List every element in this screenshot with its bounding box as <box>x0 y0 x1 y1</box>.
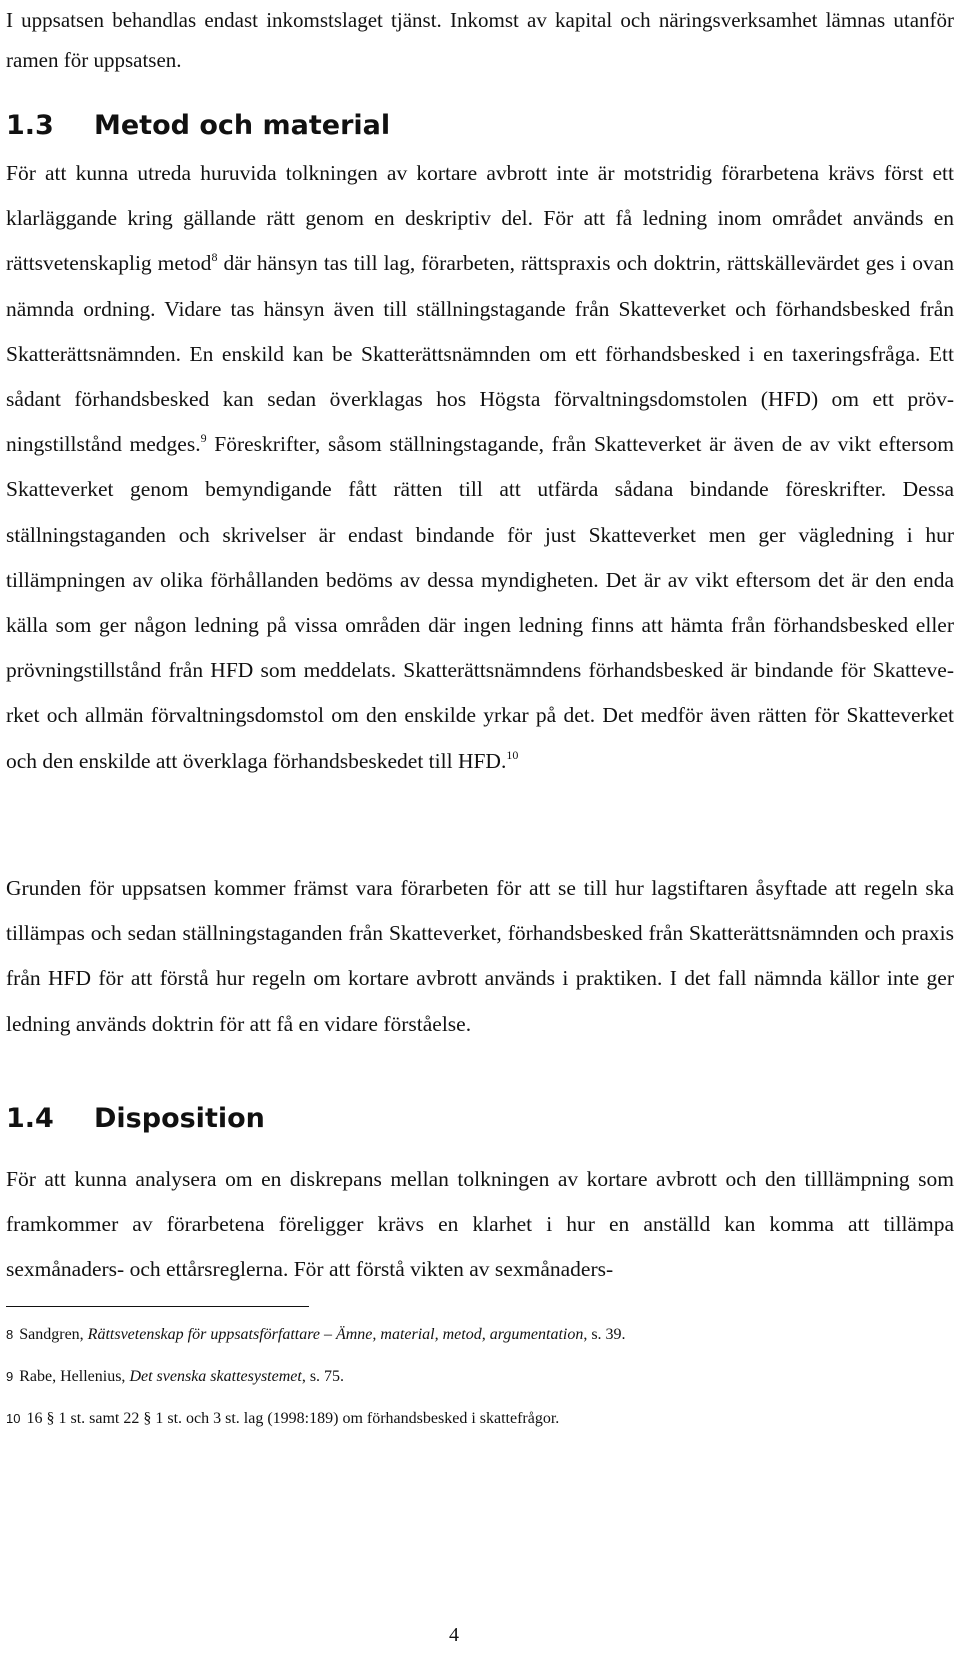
footnote-9 <box>6 1367 954 1387</box>
footnote-text: Rabe, Hellenius, <box>19 1368 130 1385</box>
footnote-text: Sandgren, <box>19 1326 88 1343</box>
footnote-text: 16 § 1 st. samt 22 § 1 st. och 3 st. lag (1998:189) om förhandsbesked i skattefrågor. <box>26 1410 560 1427</box>
section-heading-disposition <box>6 1102 265 1136</box>
footnote-divider <box>6 1306 309 1307</box>
section-title: Disposition <box>94 1103 265 1134</box>
intro-paragraph: I uppsatsen behandlas endast inkomstslaget tjänst. Inkomst av kapital och näringsverksamhet lämnas utanför ramen för uppsatsen. <box>6 8 954 72</box>
section-number: 1.3 <box>6 110 54 141</box>
footnote-ref-10[interactable]: 10 <box>506 747 519 762</box>
footnote-text: , s. 39. <box>583 1326 626 1343</box>
footnote-10 <box>6 1409 954 1429</box>
footnote-title: Rättsvetenskap för uppsatsförfattare – Ämne, material, metod, argumentation <box>87 1326 584 1343</box>
footnote-8 <box>6 1325 954 1345</box>
footnote-ref-8[interactable]: 8 <box>211 250 218 265</box>
section-heading-metod <box>6 109 390 143</box>
metod-paragraph <box>6 151 954 784</box>
footnote-mark: 9 <box>6 1369 14 1384</box>
footnote-text: , s. 75. <box>301 1368 345 1385</box>
footnote-mark: 10 <box>6 1411 21 1426</box>
grund-paragraph: Grunden för uppsatsen kommer främst vara förarbeten för att se till hur lagstiftaren åsyftade att regeln ska tillämpas och sedan ställningstaganden från Skatteverket, förhandsbesked från Skatterättsnämnden och praxis från HFD för att förstå hur regeln om kortare avbrott används i praktiken. I det fall nämnda källor inte ger ledning används doktrin för att få en vidare förståelse. <box>6 876 954 1036</box>
metod-text-part-3: Föreskrifter, såsom ställningstagande, från Skatteverket är även de av vikt eftersom Skatteverket genom bemyndigande fått rätten till att utfärda sådana bindande föreskrifter. Dessa ställningstaganden och skrivelser är endast bindande för just Skatteverket men ger vägledning i hur tillämpningen av olika förhållanden bedöms av dessa myndigheten. Det är av vikt eftersom det är den enda källa som ger någon ledning på vissa områden där ingen ledning finns att hämta från förhandsbesked eller prövningstillstånd från HFD som meddelats. Skatterättsnämndens förhandsbesked är bindande för Skatteverket och allmän förvaltningsdomstol om den enskilde yrkar på det. Det medför även rätten för Skatteverket och den enskilde att överklaga förhandsbeskedet till HFD. <box>6 432 954 773</box>
section-number: 1.4 <box>6 1103 54 1134</box>
section-title: Metod och material <box>94 110 391 141</box>
footnote-title: Det svenska skattesystemet <box>129 1368 302 1385</box>
footnote-mark: 8 <box>6 1327 14 1342</box>
disposition-paragraph: För att kunna analysera om en diskrepans mellan tolkningen av kortare avbrott och den tilllämpning som framkommer av förarbetena föreligger krävs en klarhet i hur en anställd kan komma att tillämpa sexmånaders- och ettårsreglerna. För att förstå vikten av sexmånaders- <box>6 1167 954 1282</box>
metod-text-part-2: där hänsyn tas till lag, förarbeten, rättspraxis och doktrin, rättskällevärdet ges i ovan nämnda ordning. Vidare tas hänsyn även till ställningstagande från Skatteverket och förhandsbesked från Skatterättsnämnden. En enskild kan be Skatterättsnämnden om ett förhandsbesked i en taxeringsfråga. Ett sådant förhandsbesked kan sedan överklagas hos Högsta förvaltningsdomstolen (HFD) om ett prövningstillstånd medges. <box>6 251 955 457</box>
page-number: 4 <box>449 1624 459 1646</box>
footnote-ref-9[interactable]: 9 <box>200 431 207 446</box>
metod-text-part-1: För att kunna utreda huruvida tolkningen av kortare avbrott inte är motstridig förarbetena krävs först ett klarläggande kring gällande rätt genom en deskriptiv del. För att få ledning inom området används en rättsvetenskaplig metod <box>6 161 954 276</box>
